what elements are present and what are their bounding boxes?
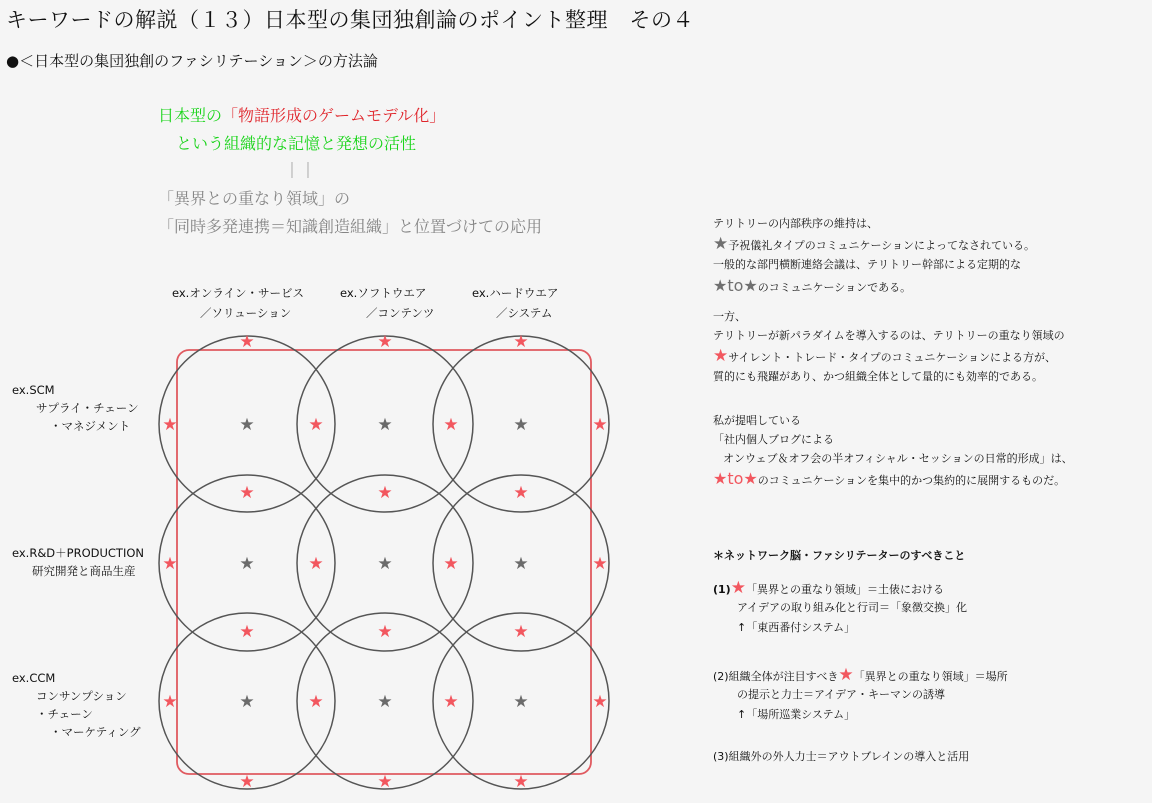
gray-star-icon: ★ xyxy=(713,234,729,254)
overlap-red-star-icon: ★ xyxy=(308,415,324,435)
overlap-red-star-icon: ★ xyxy=(239,622,255,642)
red-star-icon: ★ xyxy=(730,578,746,598)
note-line: 私が提唱している xyxy=(713,414,801,427)
overlap-red-star-icon: ★ xyxy=(443,554,459,574)
overlap-red-star-icon: ★ xyxy=(377,772,393,792)
note-line xyxy=(713,667,1008,685)
center-gray-star-icon: ★ xyxy=(239,415,255,435)
overlap-red-star-icon: ★ xyxy=(592,692,608,712)
note-line: 「社内個人ブログによる xyxy=(713,433,834,446)
note-text: のコミュニケーションを集中的かつ集約的に展開するものだ。 xyxy=(757,474,1066,487)
center-gray-star-icon: ★ xyxy=(513,692,529,712)
note-line xyxy=(713,580,967,598)
red-star-icon: ★ xyxy=(713,346,729,366)
red-star-to-star-icon: ★to★ xyxy=(713,469,758,488)
page-subtitle: ●＜日本型の集団独創のファシリテーション＞の方法論 xyxy=(6,52,378,70)
row-label-line: コンサンプション xyxy=(36,689,127,703)
overlap-red-star-icon: ★ xyxy=(308,554,324,574)
row-label-line: ・マネジメント xyxy=(50,419,131,433)
overlap-red-star-icon: ★ xyxy=(377,622,393,642)
note-line: 質的にも飛躍があり、かつ組織全体として量的にも効率的である。 xyxy=(713,370,1043,383)
note-line xyxy=(713,348,1065,366)
note-line: テリトリーが新パラダイムを導入するのは、テリトリーの重なり領域の xyxy=(713,329,1065,342)
overlap-red-star-icon: ★ xyxy=(162,554,178,574)
notes-paragraph-3 xyxy=(713,412,1073,489)
overlap-red-star-icon: ★ xyxy=(377,483,393,503)
headline-line5: 「同時多発連携＝知識創造組織」と位置づけての応用 xyxy=(158,217,543,236)
facilitator-item-1 xyxy=(713,580,967,636)
center-gray-star-icon: ★ xyxy=(377,692,393,712)
center-gray-star-icon: ★ xyxy=(239,554,255,574)
center-gray-star-icon: ★ xyxy=(377,554,393,574)
overlap-red-star-icon: ★ xyxy=(162,415,178,435)
overlap-red-star-icon: ★ xyxy=(513,483,529,503)
headline-line2: という組織的な記憶と発想の活性 xyxy=(176,134,417,153)
overlap-red-star-icon: ★ xyxy=(513,332,529,352)
overlap-red-star-icon: ★ xyxy=(377,332,393,352)
gray-star-to-star-icon: ★to★ xyxy=(713,276,758,295)
notes-paragraph-2 xyxy=(713,308,1065,385)
note-text: 「異界との重なり領域」＝土俵における xyxy=(745,583,944,596)
row-label-line: ex.SCM xyxy=(12,383,55,397)
column-label-line2: ／コンテンツ xyxy=(366,306,435,320)
overlap-red-star-icon: ★ xyxy=(239,332,255,352)
row-label-line: 研究開発と商品生産 xyxy=(32,564,136,578)
note-line: ↑「場所巡業システム」 xyxy=(737,708,856,721)
center-gray-star-icon: ★ xyxy=(513,415,529,435)
page-title: キーワードの解説（１３）日本型の集団独創論のポイント整理 その４ xyxy=(6,8,694,32)
center-gray-star-icon: ★ xyxy=(377,415,393,435)
note-line xyxy=(713,277,1035,296)
column-label-line1: ex.ソフトウエア xyxy=(340,286,427,300)
overlap-red-star-icon: ★ xyxy=(162,692,178,712)
row-label-line: ・マーケティング xyxy=(50,725,141,739)
note-line: アイデアの取り組み化と行司＝「象徴交換」化 xyxy=(737,601,968,614)
note-text: のコミュニケーションである。 xyxy=(757,281,912,294)
column-label-line2: ／システム xyxy=(496,306,553,320)
center-gray-star-icon: ★ xyxy=(513,554,529,574)
note-text: 「異界との重なり領域」＝場所 xyxy=(853,670,1008,683)
headline-line4: 「異界との重なり領域」の xyxy=(158,189,351,208)
row-label-line: ・チェーン xyxy=(36,707,93,721)
overlap-red-star-icon: ★ xyxy=(239,483,255,503)
overlap-red-star-icon: ★ xyxy=(443,415,459,435)
note-line: ↑「東西番付システム」 xyxy=(737,621,856,634)
note-text: サイレント・トレード・タイプのコミュニケーションによる方が、 xyxy=(728,351,1056,364)
headline-line3: ｜｜ xyxy=(284,161,317,180)
facilitator-heading: ＊ネットワーク脳・ファシリテーターのすべきこと xyxy=(713,549,966,562)
overlap-red-star-icon: ★ xyxy=(513,772,529,792)
item-number: (1) xyxy=(713,583,731,596)
red-star-icon: ★ xyxy=(838,665,854,685)
note-line xyxy=(713,470,1073,489)
facilitator-item-2 xyxy=(713,667,1008,723)
notes-paragraph-1 xyxy=(713,215,1035,296)
note-line: 一般的な部門横断連絡会議は、テリトリー幹部による定期的な xyxy=(713,258,1021,271)
row-label-line: サプライ・チェーン xyxy=(36,401,139,415)
overlap-red-star-icon: ★ xyxy=(308,692,324,712)
row-label-line: ex.R&D＋PRODUCTION xyxy=(12,546,144,560)
headline-line1-green: 日本型の xyxy=(158,106,223,125)
note-text: (2)組織全体が注目すべき xyxy=(713,670,839,683)
overlap-red-star-icon: ★ xyxy=(513,622,529,642)
column-label-line2: ／ソリューション xyxy=(200,306,292,320)
column-label-line1: ex.オンライン・サービス xyxy=(172,286,304,300)
center-gray-star-icon: ★ xyxy=(239,692,255,712)
overlap-red-star-icon: ★ xyxy=(239,772,255,792)
headline-line1-red: 「物語形成のゲームモデル化」 xyxy=(222,106,446,125)
overlap-red-star-icon: ★ xyxy=(592,415,608,435)
note-line: オンウェブ＆オフ会の半オフィシャル・セッションの日常的形成」は、 xyxy=(723,452,1073,465)
note-line: の提示と力士＝アイデア・キーマンの誘導 xyxy=(737,688,946,701)
note-text: 予祝儀礼タイプのコミュニケーションによってなされている。 xyxy=(728,239,1036,252)
note-line: テリトリーの内部秩序の維持は、 xyxy=(713,217,878,230)
row-label-line: ex.CCM xyxy=(12,671,56,685)
note-line xyxy=(713,236,1035,254)
overlap-red-star-icon: ★ xyxy=(592,554,608,574)
overlap-red-star-icon: ★ xyxy=(443,692,459,712)
note-line: 一方、 xyxy=(713,310,746,323)
facilitator-item-3: (3)組織外の外人力士＝アウトブレインの導入と活用 xyxy=(713,750,970,763)
column-label-line1: ex.ハードウエア xyxy=(472,286,559,300)
